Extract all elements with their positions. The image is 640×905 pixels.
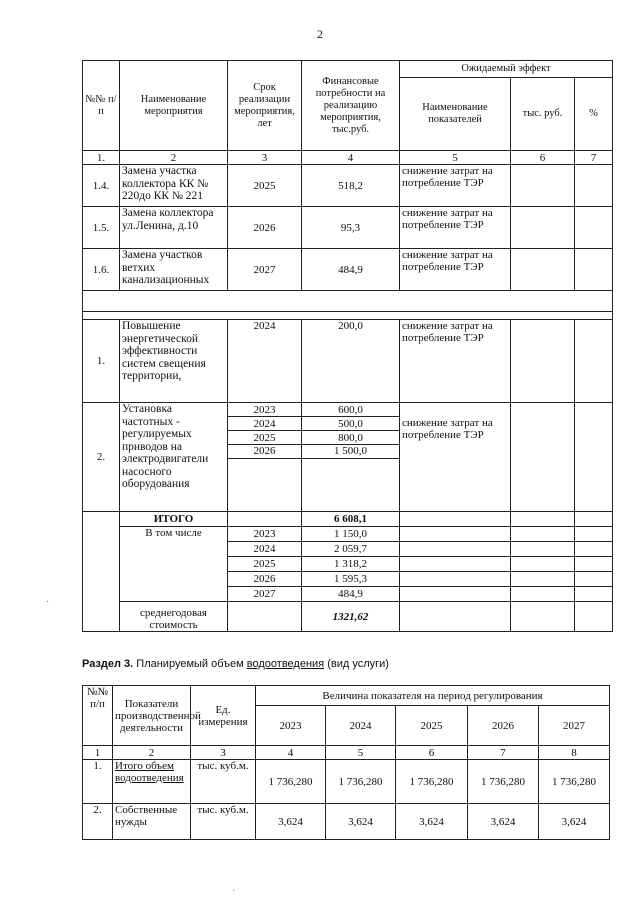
row-name: Установка частотных - регулируемых приводов на электродвигатели насосного оборудования	[120, 403, 228, 512]
header-percent: %	[575, 78, 613, 151]
header-value: Величина показателя на период регулирования	[256, 686, 610, 706]
col-number: 3	[228, 151, 302, 165]
row-year: 2023	[228, 403, 302, 417]
table-row	[83, 249, 613, 291]
row-unit: тыс. куб.м.	[191, 760, 256, 804]
row-num: 2.	[83, 804, 113, 840]
row-effect: снижение затрат на потребление ТЭР	[400, 403, 511, 512]
header-effect: Ожидаемый эффект	[400, 61, 613, 78]
including-year: 2023	[228, 527, 302, 542]
measures-table	[82, 60, 613, 632]
row-amount: 518,2	[302, 165, 400, 207]
header-finance: Финансовые потребности на реализацию мероприятия, тыс.руб.	[302, 61, 400, 151]
row-year: 2026	[228, 445, 302, 459]
row-name: Замена участков ветхих канализационных	[120, 249, 228, 291]
total-row	[83, 512, 613, 527]
year-header: 2023	[256, 706, 326, 746]
header-indicators: Показатели производственной деятельности	[113, 686, 191, 746]
row-year: 2026	[228, 207, 302, 249]
row-year: 2024	[228, 417, 302, 431]
including-amount: 2 059,7	[302, 542, 400, 557]
col-number: 7	[468, 746, 539, 760]
including-label: В том числе	[120, 527, 228, 602]
table-row	[83, 804, 610, 840]
header-thousand: тыс. руб.	[511, 78, 575, 151]
including-year: 2024	[228, 542, 302, 557]
col-number: 6	[396, 746, 468, 760]
including-amount: 484,9	[302, 587, 400, 602]
including-year: 2027	[228, 587, 302, 602]
row-amount: 500,0	[302, 417, 400, 431]
col-number: 1	[83, 746, 113, 760]
row-amount: 95,3	[302, 207, 400, 249]
header-unit: Ед. измерения	[191, 686, 256, 746]
row-value: 3,624	[326, 804, 396, 840]
total-value: 6 608,1	[302, 512, 400, 527]
col-number: 5	[400, 151, 511, 165]
empty-row	[83, 291, 613, 312]
row-value: 1 736,280	[468, 760, 539, 804]
row-num: 1.	[83, 760, 113, 804]
col-number: 7	[575, 151, 613, 165]
section-heading: Раздел 3. Планируемый объем водоотведения (вид услуги)	[82, 658, 389, 670]
header-name: Наименование мероприятия	[120, 61, 228, 151]
row-value: 1 736,280	[326, 760, 396, 804]
empty-row	[83, 312, 613, 320]
row-amount: 484,9	[302, 249, 400, 291]
row-value: 1 736,280	[396, 760, 468, 804]
col-number: 3	[191, 746, 256, 760]
col-number: 1.	[83, 151, 120, 165]
row-effect: снижение затрат на потребление ТЭР	[400, 165, 511, 207]
row-year: 2025	[228, 431, 302, 445]
scan-dot: ·	[46, 597, 50, 608]
row-effect: снижение затрат на потребление ТЭР	[400, 320, 511, 403]
row-name: Повышение энергетической эффективности систем свещения территории,	[120, 320, 228, 403]
row-num: 1.6.	[83, 249, 120, 291]
avg-value: 1321,62	[302, 602, 400, 632]
header-period: Срок реализации мероприятия, лет	[228, 61, 302, 151]
row-amount: 800,0	[302, 431, 400, 445]
header-num: №№ п/п	[83, 686, 113, 746]
row-name: Итого объем водоотведения	[113, 760, 191, 804]
table-row	[83, 207, 613, 249]
including-year: 2026	[228, 572, 302, 587]
table-row	[83, 165, 613, 207]
row-effect: снижение затрат на потребление ТЭР	[400, 249, 511, 291]
row-num: 1.5.	[83, 207, 120, 249]
avg-label: среднегодовая стоимость	[120, 602, 228, 632]
row-year: 2027	[228, 249, 302, 291]
including-amount: 1 150,0	[302, 527, 400, 542]
row-name: Замена участка коллектора КК № 220до КК № 221	[120, 165, 228, 207]
col-number: 2	[113, 746, 191, 760]
row-name: Замена коллектора ул.Ленина, д.10	[120, 207, 228, 249]
including-amount: 1 595,3	[302, 572, 400, 587]
header-indicator: Наименование показателей	[400, 78, 511, 151]
col-number: 5	[326, 746, 396, 760]
col-number: 4	[302, 151, 400, 165]
table-row	[83, 760, 610, 804]
row-year: 2025	[228, 165, 302, 207]
row-value: 3,624	[256, 804, 326, 840]
row-unit: тыс. куб.м.	[191, 804, 256, 840]
row-amount: 1 500,0	[302, 445, 400, 459]
row-name: Собственные нужды	[113, 804, 191, 840]
row-num: 1.	[83, 320, 120, 403]
col-number: 2	[120, 151, 228, 165]
row-value: 3,624	[539, 804, 610, 840]
year-header: 2024	[326, 706, 396, 746]
total-label: ИТОГО	[120, 512, 228, 527]
year-header: 2026	[468, 706, 539, 746]
row-num: 2.	[83, 403, 120, 512]
header-num: №№ п/п	[83, 61, 120, 151]
row-year: 2024	[228, 320, 302, 403]
page-number: 2	[317, 27, 323, 41]
volume-table	[82, 685, 610, 840]
row-value: 1 736,280	[256, 760, 326, 804]
row-value: 3,624	[468, 804, 539, 840]
year-header: 2025	[396, 706, 468, 746]
row-value: 3,624	[396, 804, 468, 840]
row-amount: 200,0	[302, 320, 400, 403]
col-number: 6	[511, 151, 575, 165]
col-number: 8	[539, 746, 610, 760]
row-effect: снижение затрат на потребление ТЭР	[400, 207, 511, 249]
scan-dot: ·	[232, 886, 236, 897]
year-header: 2027	[539, 706, 610, 746]
including-year: 2025	[228, 557, 302, 572]
row-amount: 600,0	[302, 403, 400, 417]
including-amount: 1 318,2	[302, 557, 400, 572]
table-row	[83, 320, 613, 403]
row-num: 1.4.	[83, 165, 120, 207]
col-number: 4	[256, 746, 326, 760]
table-row	[83, 403, 613, 417]
row-value: 1 736,280	[539, 760, 610, 804]
